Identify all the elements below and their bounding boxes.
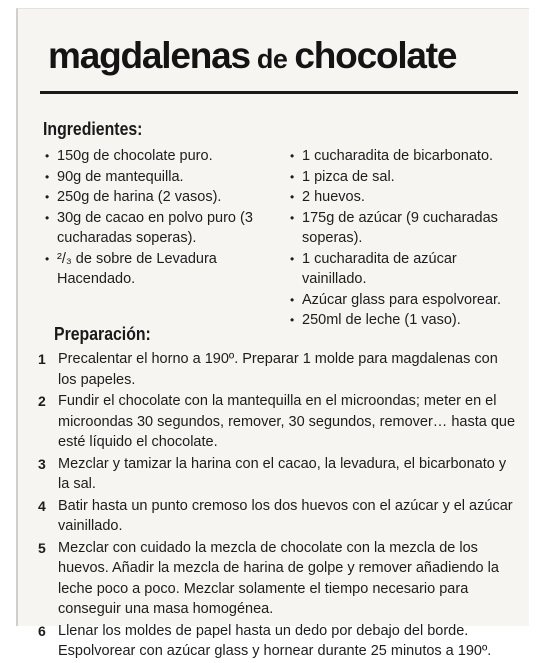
ingredient-text: 1 pizca de sal. (302, 168, 395, 185)
step-item (38, 538, 518, 620)
bullet-icon: • (290, 149, 295, 163)
ingredient-text: 90g de mantequilla. (57, 168, 184, 185)
preparation-heading: Preparación: (54, 324, 151, 344)
ingredient-item (290, 310, 520, 331)
ingredient-item (45, 208, 275, 249)
ingredient-text: 250g de harina (2 vasos). (57, 189, 222, 205)
step-number: 3 (38, 455, 46, 472)
ingredient-item (290, 187, 520, 208)
step-item (38, 621, 518, 662)
ingredient-text: Azúcar glass para espolvorear. (302, 291, 502, 308)
ingredients-heading: Ingredientes: (43, 119, 143, 139)
step-text: Mezclar con cuidado la mezcla de chocolate con la mezcla de los huevos. Añadir la mezcla de harina de golpe y remover añadiendo la leche poco a poco. Mezclar solamente el tiempo necesario para conseguir una masa homogénea. (58, 539, 499, 617)
ingredient-item (45, 249, 275, 290)
step-item (38, 496, 518, 537)
ingredient-item (45, 187, 275, 208)
step-number: 6 (38, 622, 46, 639)
recipe-title (48, 37, 456, 74)
bullet-icon: • (290, 251, 295, 266)
step-item (38, 349, 518, 390)
bullet-icon: • (45, 190, 50, 204)
step-item (38, 391, 518, 453)
ingredient-text: ²/₃ de sobre de Levadura Hacendado. (57, 250, 217, 287)
ingredient-text: 1 cucharadita de azúcar vainillado. (302, 250, 457, 287)
title-end: chocolate (294, 35, 457, 76)
bullet-icon: • (290, 169, 295, 184)
recipe-card (16, 8, 529, 659)
ingredients-list-right (290, 146, 520, 331)
bullet-icon: • (45, 210, 50, 225)
ingredient-text: 150g de chocolate puro. (57, 148, 213, 164)
ingredient-text: 2 huevos. (302, 189, 365, 205)
bullet-icon: • (45, 169, 50, 184)
step-number: 2 (38, 393, 46, 409)
step-text: Precalentar el horno a 190º. Preparar 1 molde para magdalenas con los papeles. (58, 351, 498, 388)
bullet-icon: • (290, 292, 295, 307)
step-text: Fundir el chocolate con la mantequilla en el microondas; meter en el microondas 30 segundos, remover, 30 segundos, remover… hasta que esté líquido el chocolate. (58, 393, 516, 450)
ingredient-item (290, 208, 520, 249)
step-text: Mezclar y tamizar la harina con el cacao, la levadura, el bicarbonato y la sal. (58, 455, 507, 492)
bullet-icon: • (45, 251, 50, 266)
ingredient-item (290, 290, 520, 311)
step-text: Batir hasta un punto cremoso los dos huevos con el azúcar y el azúcar vainillado. (58, 497, 513, 534)
step-item (38, 454, 518, 495)
ingredient-item (290, 249, 520, 290)
ingredient-item (290, 167, 520, 188)
ingredient-text: 1 cucharadita de bicarbonato. (302, 148, 494, 164)
title-divider (40, 91, 518, 94)
title-main: magdalenas (48, 35, 250, 76)
ingredient-text: 250ml de leche (1 vaso). (302, 312, 461, 328)
ingredient-item (290, 146, 520, 167)
ingredient-text: 30g de cacao en polvo puro (3 cucharadas soperas). (57, 209, 253, 246)
step-number: 5 (38, 539, 46, 556)
title-connector: de (249, 44, 295, 74)
preparation-steps (38, 349, 518, 663)
bullet-icon: • (45, 149, 50, 163)
ingredients-list-left (45, 146, 275, 290)
step-text: Llenar los moldes de papel hasta un dedo por debajo del borde. Espolvorear con azúcar glass y hornear durante 25 minutos a 190º. (58, 622, 492, 659)
ingredient-item (45, 167, 275, 188)
ingredient-text: 175g de azúcar (9 cucharadas soperas). (302, 209, 498, 246)
bullet-icon: • (290, 210, 295, 225)
ingredient-item (45, 146, 275, 167)
bullet-icon: • (290, 313, 295, 327)
bullet-icon: • (290, 190, 295, 204)
step-number: 4 (38, 497, 46, 514)
step-number: 1 (38, 351, 46, 367)
